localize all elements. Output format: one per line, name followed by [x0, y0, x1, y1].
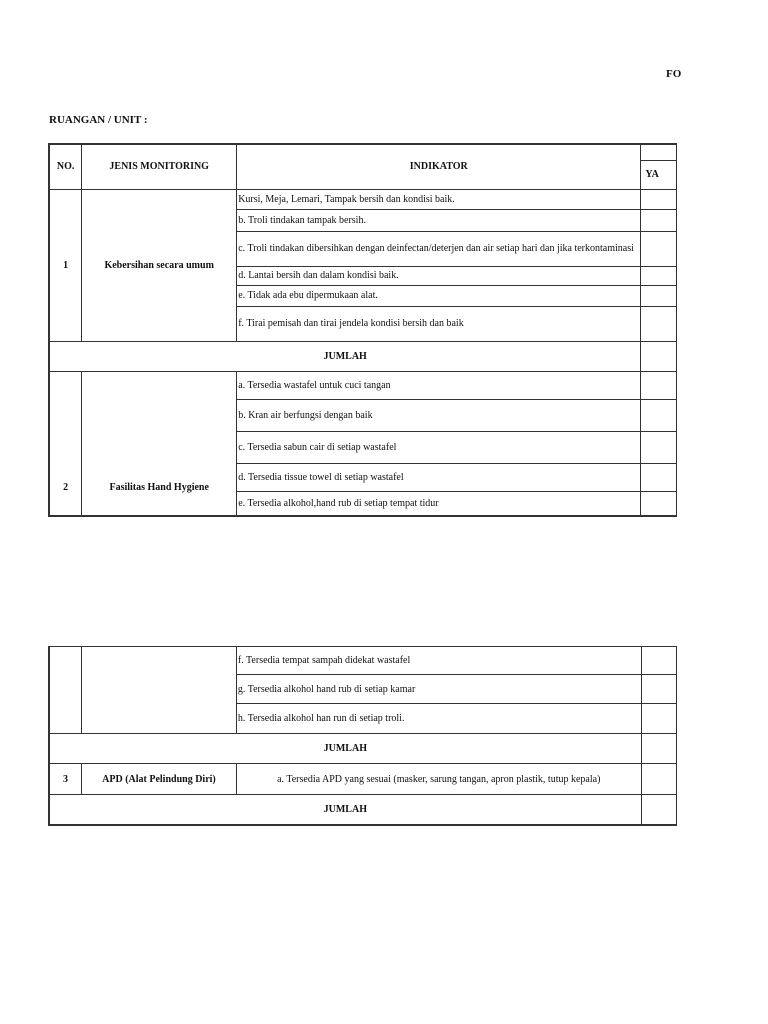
answer-cell[interactable] — [641, 431, 677, 463]
table-header-row — [49, 144, 677, 160]
room-unit-label: RUANGAN / UNIT : — [49, 114, 148, 126]
section-2-name: Fasilitas Hand Hygiene — [82, 371, 237, 516]
answer-cell[interactable] — [641, 209, 677, 231]
answer-cell[interactable] — [641, 189, 677, 209]
section-3-number: 3 — [49, 764, 82, 795]
section-2-number-continued — [49, 647, 82, 734]
table-row — [49, 764, 677, 795]
header-answer-group — [641, 144, 677, 160]
indicator-3a: a. Tersedia APD yang sesuai (masker, sarung tangan, apron plastik, tutup kepala) — [236, 764, 641, 795]
section-1-total-label: JUMLAH — [49, 341, 641, 371]
indicator-2f: f. Tersedia tempat sampah didekat wastafel — [236, 647, 641, 675]
section-3-name: APD (Alat Pelindung Diri) — [82, 764, 237, 795]
section-3-total-label: JUMLAH — [49, 795, 641, 825]
header-ya: YA — [641, 160, 677, 189]
indicator-2g: g. Tersedia alkohol hand rub di setiap kamar — [236, 675, 641, 704]
answer-cell[interactable] — [641, 341, 677, 371]
table-row — [49, 189, 677, 209]
answer-cell[interactable] — [641, 675, 676, 704]
indicator-1d: d. Lantai bersih dan dalam kondisi baik. — [237, 266, 641, 285]
answer-cell[interactable] — [641, 647, 676, 675]
indicator-1f: f. Tirai pemisah dan tirai jendela kondisi bersih dan baik — [237, 306, 641, 341]
answer-cell[interactable] — [641, 704, 676, 734]
form-title: FO — [666, 68, 682, 80]
answer-cell[interactable] — [641, 231, 677, 266]
indicator-2a: a. Tersedia wastafel untuk cuci tangan — [237, 371, 641, 399]
section-2-total-label: JUMLAH — [49, 734, 641, 764]
section-1-number: 1 — [49, 189, 82, 341]
answer-cell[interactable] — [641, 306, 677, 341]
section-1-name: Kebersihan secara umum — [82, 189, 237, 341]
indicator-2d: d. Tersedia tissue towel di setiap wastafel — [237, 463, 641, 491]
section-2-name-continued — [82, 647, 237, 734]
monitoring-table-page-2 — [48, 646, 677, 826]
answer-cell[interactable] — [641, 734, 676, 764]
indicator-1c: c. Troli tindakan dibersihkan dengan deinfectan/deterjen dan air setiap hari dan jika terkontaminasi — [237, 231, 641, 266]
header-indikator: INDIKATOR — [237, 144, 641, 189]
header-jenis-monitoring: JENIS MONITORING — [82, 144, 237, 189]
answer-cell[interactable] — [641, 266, 677, 285]
total-row — [49, 734, 677, 764]
answer-cell[interactable] — [641, 795, 676, 825]
indicator-2e: e. Tersedia alkohol,hand rub di setiap tempat tidur — [237, 491, 641, 516]
section-2-number: 2 — [49, 371, 82, 516]
answer-cell[interactable] — [641, 285, 677, 306]
indicator-1a: Kursi, Meja, Lemari, Tampak bersih dan kondisi baik. — [237, 189, 641, 209]
total-row — [49, 795, 677, 825]
indicator-2h: h. Tersedia alkohol han run di setiap troli. — [236, 704, 641, 734]
answer-cell[interactable] — [641, 463, 677, 491]
answer-cell[interactable] — [641, 491, 677, 516]
answer-cell[interactable] — [641, 399, 677, 431]
table-row — [49, 371, 677, 399]
indicator-1e: e. Tidak ada ebu dipermukaan alat. — [237, 285, 641, 306]
header-no: NO. — [49, 144, 82, 189]
table-row — [49, 647, 677, 675]
answer-cell[interactable] — [641, 764, 676, 795]
indicator-2c: c. Tersedia sabun cair di setiap wastafel — [237, 431, 641, 463]
total-row — [49, 341, 677, 371]
indicator-2b: b. Kran air berfungsi dengan baik — [237, 399, 641, 431]
monitoring-table-page-1 — [48, 143, 677, 517]
answer-cell[interactable] — [641, 371, 677, 399]
indicator-1b: b. Troli tindakan tampak bersih. — [237, 209, 641, 231]
